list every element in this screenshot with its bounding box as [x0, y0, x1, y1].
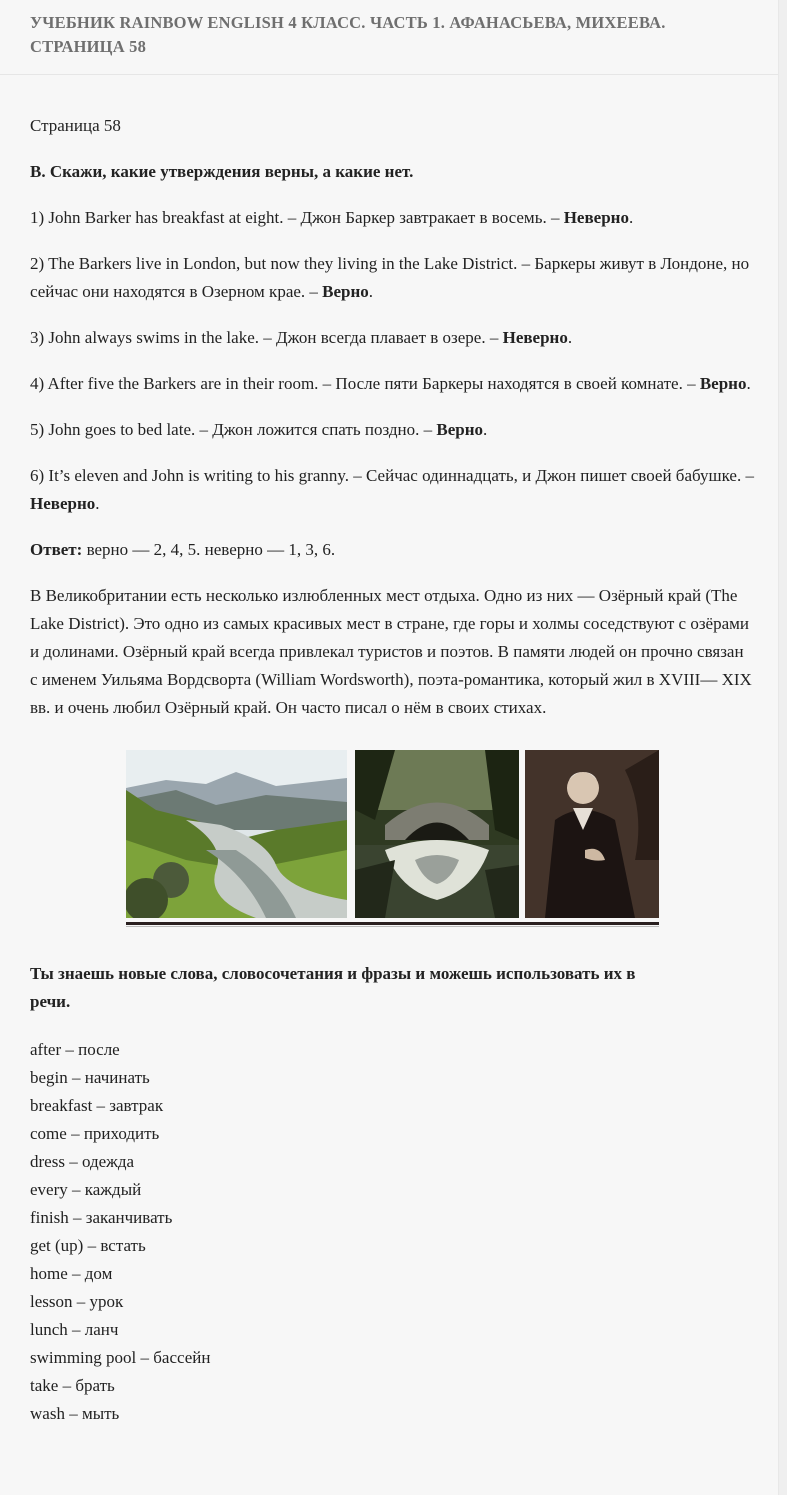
- vocab-item: swimming pool – бассейн: [30, 1348, 211, 1367]
- vocab-item: lunch – ланч: [30, 1320, 119, 1339]
- vocab-item: breakfast – завтрак: [30, 1096, 164, 1115]
- page-title: УЧЕБНИК RAINBOW ENGLISH 4 КЛАСС. ЧАСТЬ 1. АФАНАСЬЕВА, МИХЕЕВА. СТРАНИЦА 58: [30, 13, 666, 56]
- statement: [30, 416, 755, 444]
- stone-bridge-photo: [355, 750, 519, 918]
- exercise-title: B. Скажи, какие утверждения верны, а какие нет.: [30, 162, 414, 181]
- vocab-list: [30, 1036, 755, 1428]
- answer-line: [30, 536, 755, 564]
- statement-answer: Верно: [436, 420, 483, 439]
- vocab-item: dress – одежда: [30, 1152, 135, 1171]
- statement-text: 1) John Barker has breakfast at eight. – Джон Баркер завтракает в восемь. –: [30, 208, 564, 227]
- statement-answer: Неверно: [563, 208, 629, 227]
- vocab-item: begin – начинать: [30, 1068, 150, 1087]
- statement-text: 3) John always swims in the lake. – Джон всегда плавает в озере. –: [30, 328, 503, 347]
- statement: [30, 250, 755, 306]
- statement-answer: Верно: [699, 374, 747, 393]
- page-header: [0, 0, 779, 75]
- vocab-item: finish – заканчивать: [30, 1208, 173, 1227]
- vocab-item: home – дом: [30, 1264, 113, 1283]
- statement-text: 2) The Barkers live in London, but now they living in the Lake District. – Баркеры живут в Лондоне, но сейчас они находятся в Озерном крае. –: [30, 254, 750, 301]
- statement-answer: Верно: [322, 282, 369, 301]
- statement-end: .: [483, 420, 488, 439]
- statement-answer: Неверно: [30, 494, 96, 513]
- statement-end: .: [368, 282, 374, 301]
- statement-end: .: [746, 374, 751, 393]
- scrollbar[interactable]: [778, 0, 787, 1495]
- statement-text: 5) John goes to bed late. – Джон ложится спать поздно. –: [30, 420, 437, 439]
- vocab-item: after – после: [30, 1040, 120, 1059]
- info-paragraph: В Великобритании есть несколько излюбленных мест отдыха. Одно из них — Озёрный край (The Lake District). Это одно из самых красивых мест в стране, где горы и холмы соседствуют с озёрами и долинами. Озёрный край всегда привлекал туристов и поэтов. В памяти людей он прочно связан с именем Уильяма Вордсворта (William Wordsworth), поэта-романтика, который жил в XVIII— XIX вв. и очень любил Озёрный край. Он часто писал о нём в своих стихах.: [30, 586, 752, 717]
- statement-text: 4) After five the Barkers are in their room. – После пяти Баркеры находятся в своей комнате. –: [30, 374, 700, 393]
- answer-text: верно — 2, 4, 5. неверно — 1, 3, 6.: [82, 540, 336, 559]
- page-number-label: Страница 58: [30, 116, 121, 135]
- article-body: [30, 112, 755, 1428]
- vocab-item: lesson – урок: [30, 1292, 124, 1311]
- vocab-heading: Ты знаешь новые слова, словосочетания и фразы и можешь использовать их в речи.: [30, 964, 636, 1011]
- vocab-item: take – брать: [30, 1376, 115, 1395]
- vocab-item: wash – мыть: [30, 1404, 120, 1423]
- photo-divider-shadow: [126, 926, 659, 927]
- statements-list: [30, 204, 755, 518]
- statement-text: 6) It’s eleven and John is writing to his granny. – Сейчас одиннадцать, и Джон пишет своей бабушке. –: [30, 466, 754, 485]
- statement: [30, 370, 755, 398]
- photo-divider: [126, 922, 659, 925]
- poet-portrait-photo: [525, 750, 659, 918]
- mountain-valley-photo: [126, 750, 347, 918]
- statement: [30, 204, 755, 232]
- statement-answer: Неверно: [502, 328, 568, 347]
- vocab-item: come – приходить: [30, 1124, 160, 1143]
- statement-end: .: [567, 328, 573, 347]
- statement: [30, 324, 755, 352]
- statement: [30, 462, 755, 518]
- photo-strip: [126, 750, 659, 928]
- statement-end: .: [628, 208, 634, 227]
- vocab-item: every – каждый: [30, 1180, 142, 1199]
- answer-label: Ответ:: [30, 540, 83, 559]
- vocab-item: get (up) – встать: [30, 1236, 146, 1255]
- statement-end: .: [95, 494, 100, 513]
